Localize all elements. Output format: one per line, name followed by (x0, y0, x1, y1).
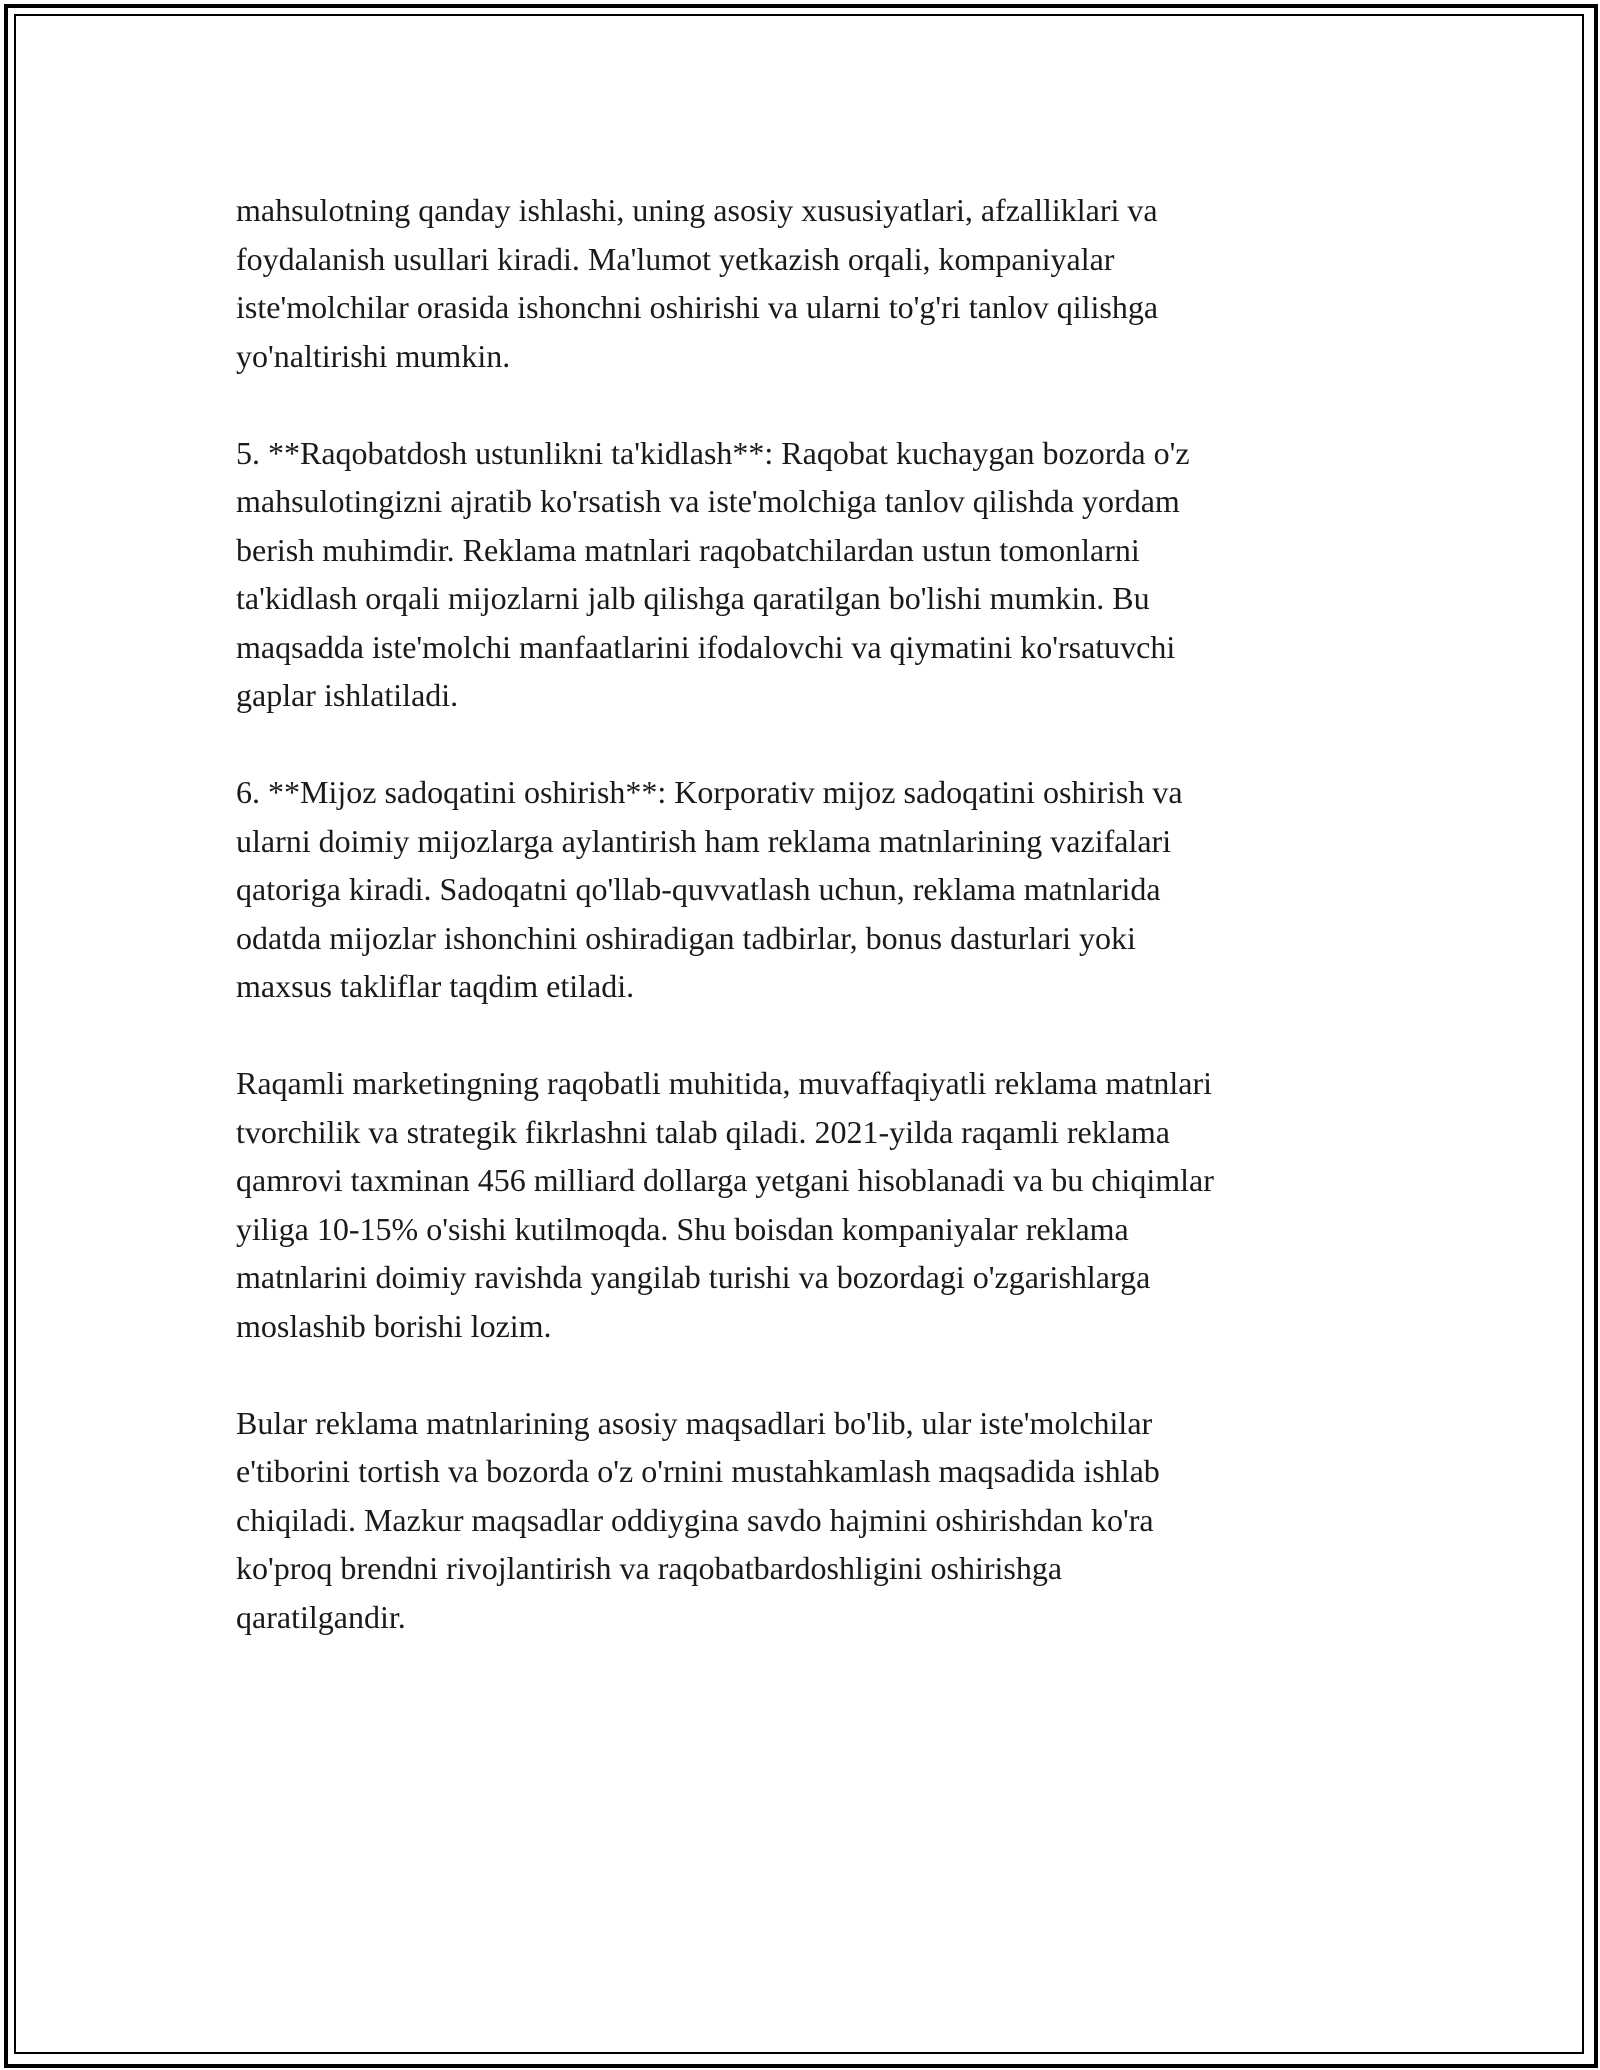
document-body (236, 186, 1376, 1690)
paragraph-conclusion: Bular reklama matnlarining asosiy maqsadlari bo'lib, ular iste'molchilar e'tiborini tortish va bozorda o'z o'rnini mustahkamlash maqsadida ishlab chiqiladi. Mazkur maqsadlar oddiygina savdo hajmini oshirishdan ko'ra ko'proq brendni rivojlantirish va raqobatbardoshligini oshirishga qaratilgandir. (236, 1404, 1160, 1635)
paragraph-product-info: mahsulotning qanday ishlashi, uning asosiy xususiyatlari, afzalliklari va foydalanish usullari kiradi. Ma'lumot yetkazish orqali, kompaniyalar iste'molchilar orasida ishonchni oshirishi va ularni to'g'ri tanlov qilishga yo'naltirishi mumkin. (236, 192, 1159, 374)
paragraph-digital-marketing: Raqamli marketingning raqobatli muhitida, muvaffaqiyatli reklama matnlari tvorchilik va strategik fikrlashni talab qiladi. 2021-yilda raqamli reklama qamrovi taxminan 456 milliard dollarga yetgani hisoblanadi va bu chiqimlar yiliga 10-15% o'sishi kutilmoqda. Shu boisdan kompaniyalar reklama matnlarini doimiy ravishda yangilab turishi va bozordagi o'zgarishlarga moslashib borishi lozim. (236, 1065, 1214, 1344)
paragraph-competitive-advantage: 5. **Raqobatdosh ustunlikni ta'kidlash**: Raqobat kuchaygan bozorda o'z mahsulotingizni ajratib ko'rsatish va iste'molchiga tanlov qilishda yordam berish muhimdir. Reklama matnlari raqobatchilardan ustun tomonlarni ta'kidlash orqali mijozlarni jalb qilishga qaratilgan bo'lishi mumkin. Bu maqsadda iste'molchi manfaatlarini ifodalovchi va qiymatini ko'rsatuvchi gaplar ishlatiladi. (236, 434, 1190, 713)
paragraph-customer-loyalty: 6. **Mijoz sadoqatini oshirish**: Korporativ mijoz sadoqatini oshirish va ularni doimiy mijozlarga aylantirish ham reklama matnlarining vazifalari qatoriga kiradi. Sadoqatni qo'llab-quvvatlash uchun, reklama matnlarida odatda mijozlar ishonchini oshiradigan tadbirlar, bonus dasturlari yoki maxsus takliflar taqdim etiladi. (236, 774, 1183, 1004)
